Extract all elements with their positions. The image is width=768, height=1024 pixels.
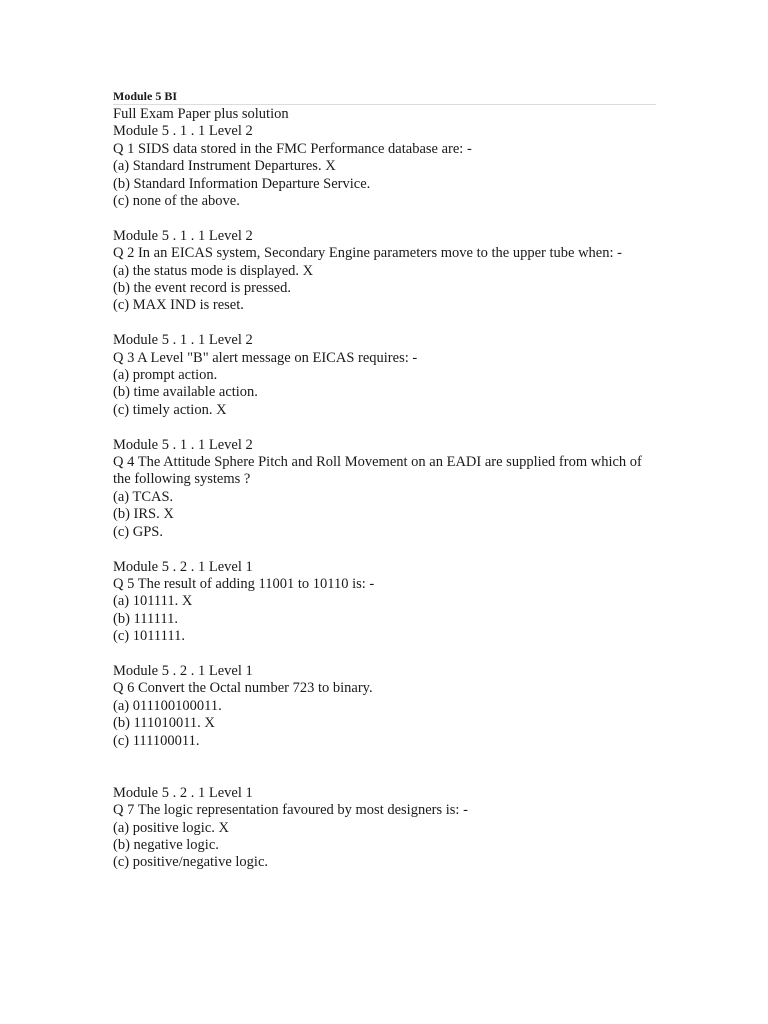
answer-option: (a) positive logic. X (113, 819, 229, 836)
question-block-4 (113, 437, 656, 541)
module-label: Module 5 . 2 . 1 Level 1 (113, 558, 253, 575)
answer-option: (b) time available action. (113, 384, 258, 401)
question-text: Q 3 A Level "B" alert message on EICAS requires: - (113, 349, 418, 366)
answer-option: (b) negative logic. (113, 836, 219, 853)
answer-option: (a) TCAS. (113, 488, 174, 505)
answer-option: (c) MAX IND is reset. (113, 297, 244, 314)
question-text: Q 1 SIDS data stored in the FMC Performance database are: - (113, 140, 472, 157)
question-block-3 (113, 332, 656, 419)
module-label: Module 5 . 2 . 1 Level 1 (113, 662, 253, 679)
question-text: Q 5 The result of adding 11001 to 10110 is: - (113, 575, 375, 592)
question-text: Q 6 Convert the Octal number 723 to binary. (113, 680, 373, 697)
answer-option: (c) GPS. (113, 523, 163, 540)
answer-option: (a) Standard Instrument Departures. X (113, 158, 336, 175)
module-label: Module 5 . 2 . 1 Level 1 (113, 784, 253, 801)
module-label: Module 5 . 1 . 1 Level 2 (113, 227, 253, 244)
answer-option: (b) the event record is pressed. (113, 280, 291, 297)
document-page (113, 89, 656, 872)
document-title: Full Exam Paper plus solution (113, 106, 289, 122)
module-label: Module 5 . 1 . 1 Level 2 (113, 123, 253, 140)
document-header: Module 5 BI (113, 89, 656, 105)
answer-option: (c) positive/negative logic. (113, 854, 269, 871)
answer-option: (c) timely action. X (113, 401, 227, 418)
question-text: Q 4 The Attitude Sphere Pitch and Roll Movement on an EADI are supplied from which of the following systems ? (113, 454, 642, 488)
question-text: Q 2 In an EICAS system, Secondary Engine parameters move to the upper tube when: - (113, 245, 622, 262)
question-text: Q 7 The logic representation favoured by most designers is: - (113, 802, 468, 819)
answer-option: (c) none of the above. (113, 193, 240, 210)
module-label: Module 5 . 1 . 1 Level 2 (113, 332, 253, 349)
question-block-6 (113, 663, 656, 750)
question-block-1 (113, 123, 656, 210)
question-block-2 (113, 228, 656, 315)
answer-option: (a) prompt action. (113, 367, 218, 384)
answer-option: (b) IRS. X (113, 506, 174, 523)
answer-option: (c) 111100011. (113, 732, 200, 749)
answer-option: (b) Standard Information Departure Service. (113, 175, 371, 192)
answer-option: (c) 1011111. (113, 628, 185, 645)
answer-option: (a) 101111. X (113, 593, 193, 610)
answer-option: (b) 111010011. X (113, 715, 215, 732)
answer-option: (a) 011100100011. (113, 697, 222, 714)
answer-option: (a) the status mode is displayed. X (113, 262, 314, 279)
answer-option: (b) 111111. (113, 610, 178, 627)
question-block-5 (113, 559, 656, 646)
question-block-7 (113, 785, 656, 872)
module-label: Module 5 . 1 . 1 Level 2 (113, 436, 253, 453)
